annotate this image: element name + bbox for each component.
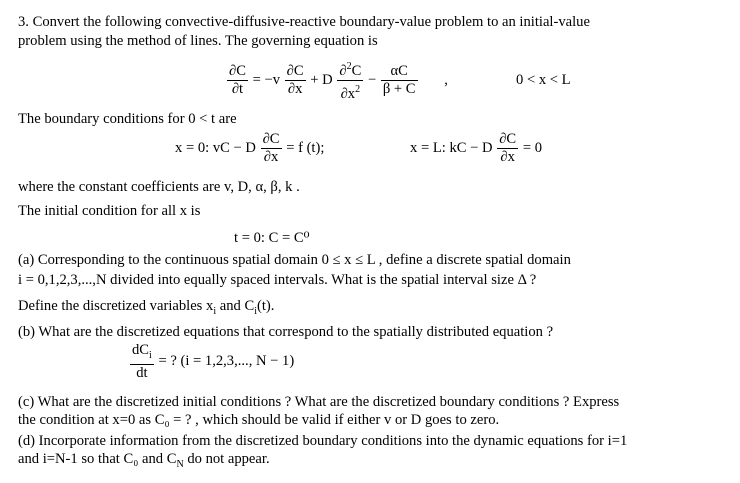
part-b-line-1: (b) What are the discretized equations that correspond to the spatially distributed equation ? xyxy=(18,324,554,340)
part-d-line-2: and i=N-1 so that C₀ and $C_N$ do not appear. xyxy=(18,451,270,470)
problem-intro-line-1: 3. Convert the following convective-diffusive-reactive boundary-value problem to an initial-value xyxy=(18,14,590,30)
part-a-line-1: (a) Corresponding to the continuous spatial domain 0 ≤ x ≤ L , define a discrete spatial domain xyxy=(18,252,571,268)
bc-intro: The boundary conditions for 0 < t are xyxy=(18,111,237,127)
initial-condition: t = 0: C = C⁰ xyxy=(234,230,310,246)
part-c-line-2: the condition at x=0 as C₀ = ? , which should be valid if either v or D goes to zero. xyxy=(18,412,500,428)
part-a-line-3-text-c: (t). xyxy=(256,298,275,314)
part-b-equation-rhs: = ? (i = 1,2,3,..., N − 1) xyxy=(158,353,295,370)
boundary-condition-left: x = 0: vC − D $\frac{\partial C}{\partial x}$ = f (t); xyxy=(175,131,325,165)
boundary-condition-right: x = L: kC − D $\frac{\partial C}{\partial x}$ = 0 xyxy=(410,131,542,165)
part-b-equation: $\frac{dC_i}{dt}$ = ? (i = 1,2,3,..., N − 1) xyxy=(132,342,295,381)
part-a-line-2: i = 0,1,2,3,...,N divided into equally spaced intervals. What is the spatial interval size Δ ? xyxy=(18,272,537,288)
part-d-line-2-text-b: do not appear. xyxy=(183,451,270,467)
part-a-line-3: Define the discretized variables $x_i$ and $C_i(t)$. xyxy=(18,298,275,317)
part-c-line-1: (c) What are the discretized initial conditions ? What are the discretized boundary conditions ? Express xyxy=(18,394,620,410)
problem-intro-line-2: problem using the method of lines. The governing equation is xyxy=(18,33,378,49)
governing-equation: $\frac{\partial C}{\partial t}$ = −v $\frac{\partial C}{\partial x}$ + D $\frac{\partial^2C}{\partial x^2}$ − $\frac{\alpha C}{\beta + C}$ , xyxy=(226,58,448,103)
ic-intro: The initial condition for all x is xyxy=(18,203,201,219)
part-a-line-3-text: Define the discretized variables x xyxy=(18,298,214,314)
spatial-domain: 0 < x < L xyxy=(516,72,571,88)
coefficients-line: where the constant coefficients are v, D, α, β, k . xyxy=(18,179,300,195)
part-d-line-1: (d) Incorporate information from the discretized boundary conditions into the dynamic equations for i=1 xyxy=(18,433,628,449)
part-d-line-2-text: and i=N-1 so that C₀ and C xyxy=(18,451,177,467)
part-a-line-3-text-b: and C xyxy=(216,298,255,314)
